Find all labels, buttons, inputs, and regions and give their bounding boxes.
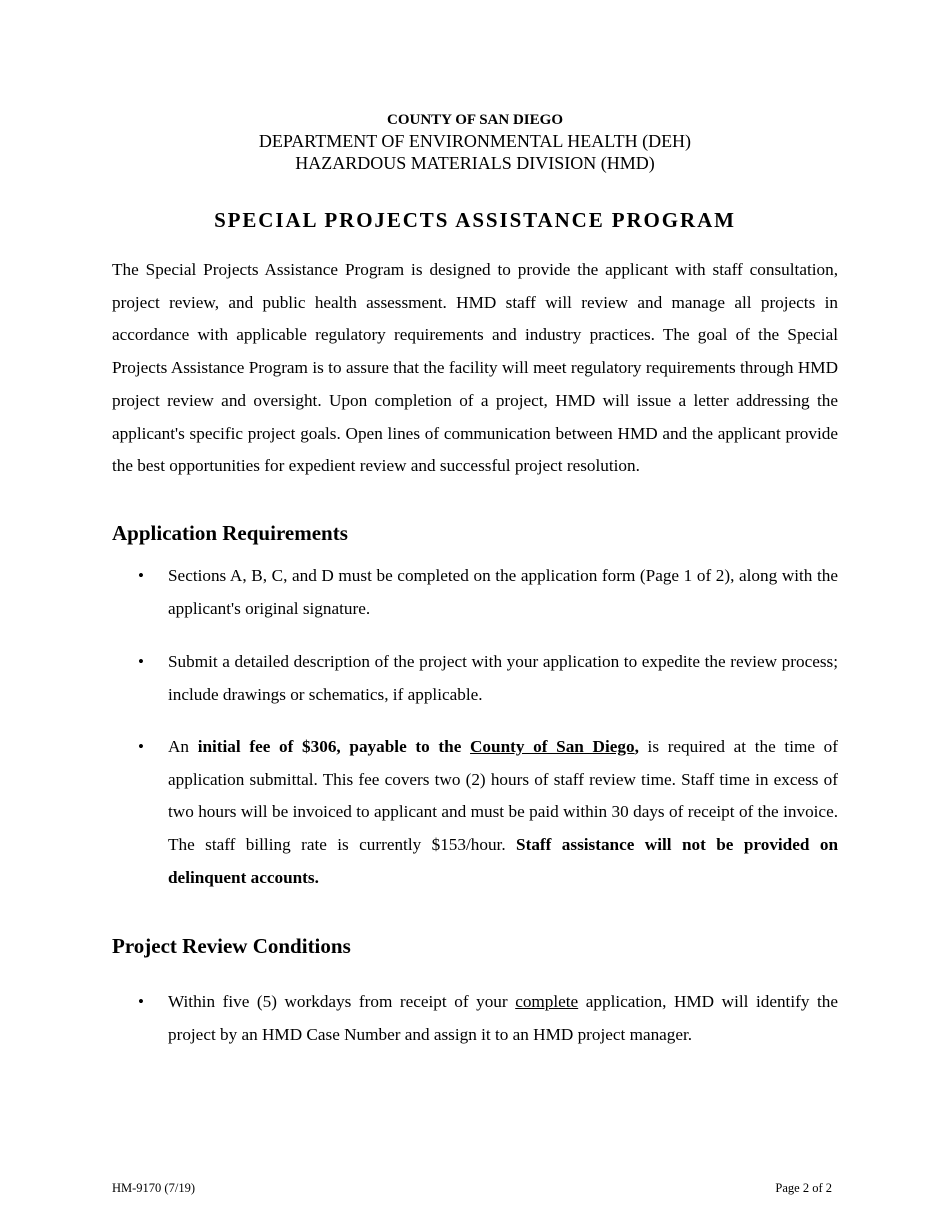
payee-name: County of San Diego: [470, 737, 635, 756]
payee-comma: ,: [634, 737, 639, 756]
county-name: COUNTY OF SAN DIEGO: [387, 112, 563, 128]
department-name: DEPARTMENT OF ENVIRONMENTAL HEALTH (DEH): [258, 131, 692, 151]
bullet-icon: •: [138, 737, 144, 756]
list-item: [112, 646, 838, 711]
bullet-icon: •: [138, 652, 144, 671]
review-text-lead: Within five (5) workdays from receipt of your: [168, 992, 516, 1011]
intro-paragraph: The Special Projects Assistance Program is designed to provide the applicant with staff consultation, project review, and public health assessment. HMD staff will review and manage all projects in accordance with applicable regulatory requirements and industry practices. The goal of the Special Projects Assistance Program is to assure that the facility will meet regulatory requirements through HMD project review and oversight. Upon completion of a project, HMD will issue a letter addressing the applicant's specific project goals. Open lines of communication between HMD and the applicant provide the best opportunities for expedient review and successful project resolution.: [112, 260, 838, 476]
form-number: HM-9170 (7/19): [112, 1181, 195, 1195]
fee-amount-text: initial fee of $306, payable to the: [197, 737, 471, 756]
list-item: [112, 560, 838, 625]
review-condition-text: [168, 986, 838, 1051]
project-review-conditions-heading: Project Review Conditions: [112, 934, 351, 958]
division-name: HAZARDOUS MATERIALS DIVISION (HMD): [295, 153, 655, 173]
document-page: [112, 0, 838, 1230]
review-text-rest: application, HMD will identify the project by an HMD Case Number and assign it to an HMD project manager.: [168, 992, 838, 1044]
bullet-icon: •: [138, 992, 144, 1011]
list-item: [112, 731, 838, 895]
fee-text-lead: An: [168, 737, 198, 756]
list-item-text: Submit a detailed description of the project with your application to expedite the review process; include drawings or schematics, if applicable.: [168, 652, 838, 704]
page-number: Page 2 of 2: [775, 1181, 832, 1195]
bullet-icon: •: [138, 566, 144, 585]
fee-requirement-text: [168, 731, 838, 895]
delinquent-accounts-warning: Staff assistance will not be provided on delinquent accounts.: [168, 835, 839, 887]
list-item: [112, 986, 838, 1051]
page-title: SPECIAL PROJECTS ASSISTANCE PROGRAM: [214, 208, 736, 232]
fee-details-text: is required at the time of application submittal. This fee covers two (2) hours of staff review time. Staff time in excess of two hours will be invoiced to applicant and must be paid within 30 days of receipt of the invoice. The staff billing rate is currently $153/hour.: [168, 737, 838, 855]
list-item-text: Sections A, B, C, and D must be completed on the application form (Page 1 of 2), along with the applicant's original signature.: [168, 566, 838, 618]
application-requirements-heading: Application Requirements: [112, 521, 348, 545]
complete-emphasis: complete: [515, 992, 579, 1011]
